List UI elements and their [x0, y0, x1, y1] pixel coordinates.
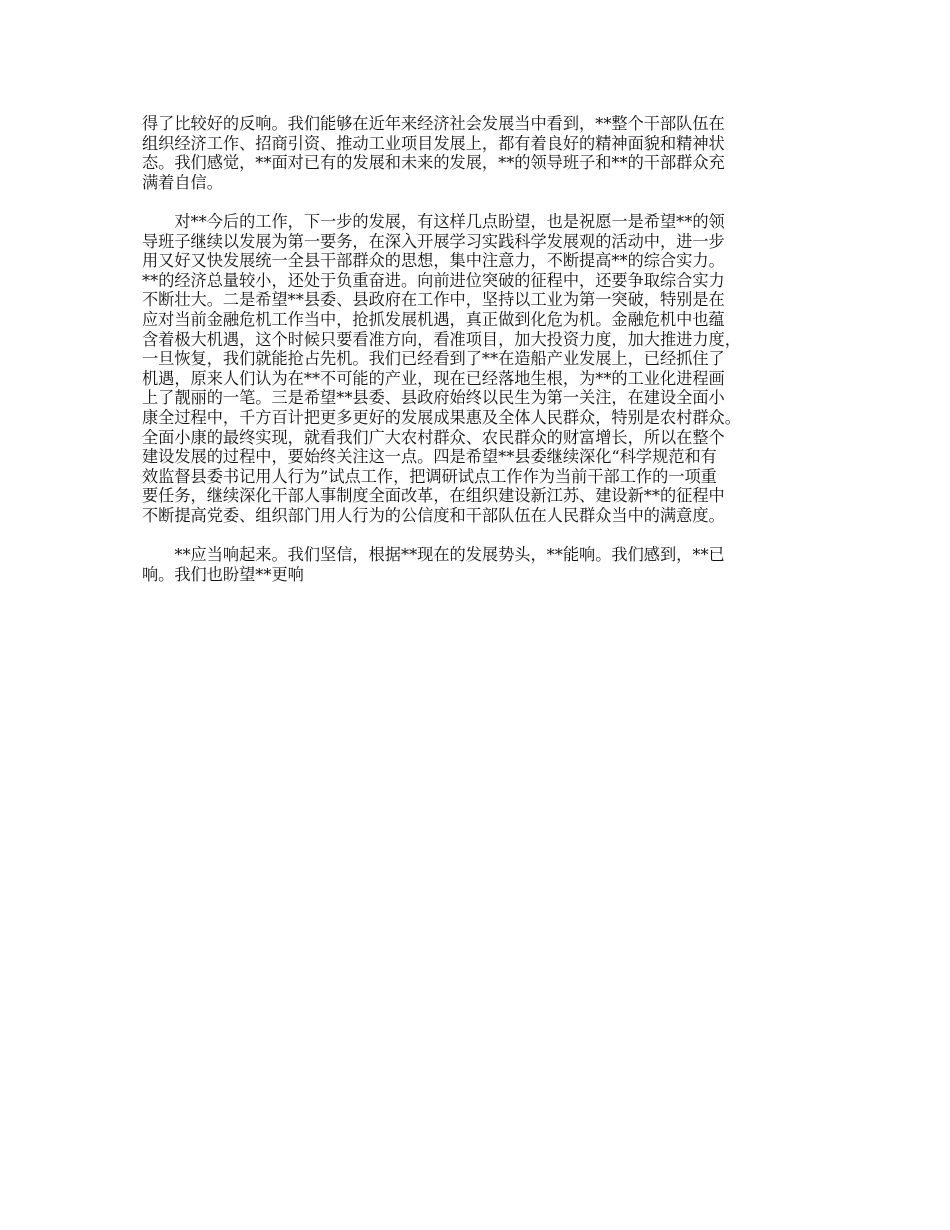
text-line: 上了靓丽的一笔。三是希望**县委、县政府始终以民生为第一关注，在建设全面小 [142, 388, 725, 408]
text-line: 用又好又快发展统一全县干部群众的思想，集中注意力，不断提高**的综合实力。 [142, 251, 725, 271]
text-line: 得了比较好的反响。我们能够在近年来经济社会发展当中看到，**整个干部队伍在 [142, 114, 725, 133]
text-line: 不断壮大。二是希望**县委、县政府在工作中，坚持以工业为第一突破，特别是在 [142, 290, 725, 310]
document-body [142, 114, 814, 584]
text-line: **的经济总量较小，还处于负重奋进。向前进位突破的征程中，还要争取综合实力 [142, 270, 725, 290]
text-line: 一旦恢复，我们就能抢占先机。我们已经看到了**在造船产业发展上，已经抓住了 [142, 349, 725, 369]
text-line: 对**今后的工作，下一步的发展，有这样几点盼望，也是祝愿一是希望**的领 [142, 211, 725, 231]
text-line: 响。我们也盼望**更响 [142, 564, 304, 584]
text-line: 全面小康的最终实现，就看我们广大农村群众、农民群众的财富增长，所以在整个 [142, 427, 725, 447]
text-line: 应对当前金融危机工作当中，抢抓发展机遇，真正做到化危为机。金融危机中也蕴 [142, 309, 725, 329]
text-line: 机遇，原来人们认为在**不可能的产业，现在已经落地生根，为**的工业化进程画 [142, 368, 725, 388]
text-line: 态。我们感觉，**面对已有的发展和未来的发展，**的领导班子和**的干部群众充 [142, 153, 725, 173]
text-line: 含着极大机遇，这个时候只要看准方向，看准项目，加大投资力度，加大推进力度， [142, 329, 741, 349]
text-line: 导班子继续以发展为第一要务，在深入开展学习实践科学发展观的活动中，进一步 [142, 231, 725, 251]
text-line: 建设发展的过程中，要始终关注这一点。四是希望**县委继续深化“科学规范和有 [142, 447, 717, 467]
text-line: 不断提高党委、组织部门用人行为的公信度和干部队伍在人民群众当中的满意度。 [142, 505, 725, 525]
text-line: 要任务，继续深化干部人事制度全面改革，在组织建设新江苏、建设新**的征程中 [142, 486, 725, 506]
text-line: 康全过程中，千方百计把更多更好的发展成果惠及全体人民群众，特别是农村群众。 [142, 407, 741, 427]
text-line: **应当响起来。我们坚信，根据**现在的发展势头，**能响。我们感到，**已 [142, 545, 725, 565]
text-line: 满着自信。 [142, 172, 223, 192]
paragraph-3 [142, 545, 814, 584]
text-line: 组织经济工作、招商引资、推动工业项目发展上，都有着良好的精神面貌和精神状 [142, 133, 725, 153]
text-line: 效监督县委书记用人行为”试点工作，把调研试点工作作为当前干部工作的一项重 [142, 466, 717, 486]
paragraph-1 [142, 114, 814, 192]
paragraph-2 [142, 212, 814, 526]
